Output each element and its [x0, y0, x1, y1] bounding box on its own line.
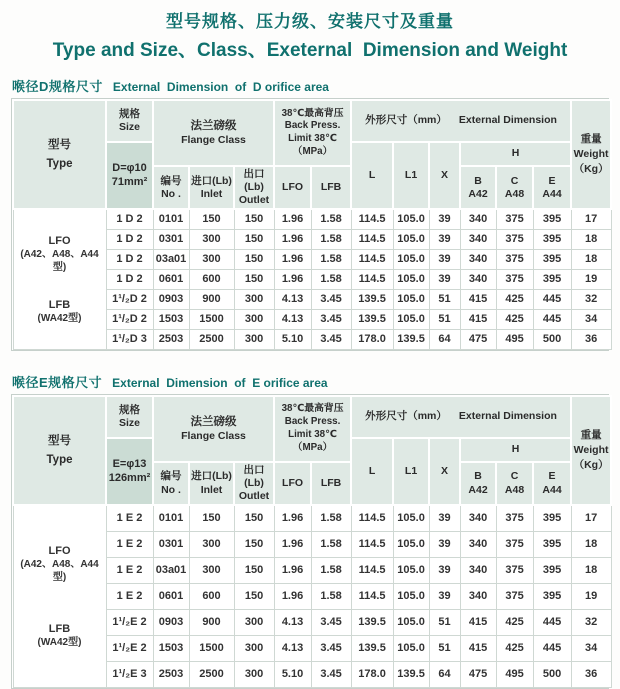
data-cell: 445 — [533, 609, 571, 635]
data-cell: 150 — [234, 269, 274, 289]
col-header-l1: L1 — [393, 438, 429, 505]
data-cell: 300 — [234, 289, 274, 309]
data-cell: 64 — [429, 329, 460, 349]
data-cell: 17 — [571, 505, 611, 531]
data-cell: 1 D 2 — [106, 209, 153, 229]
data-cell: 340 — [460, 531, 496, 557]
data-cell: 500 — [533, 661, 571, 687]
data-cell: 1.96 — [274, 531, 311, 557]
data-cell: 375 — [496, 249, 533, 269]
col-header-weight: 重量 Weight （Kg） — [571, 100, 611, 209]
data-cell: 2500 — [189, 661, 234, 687]
data-cell: 1 D 2 — [106, 229, 153, 249]
data-cell: 1.58 — [311, 531, 351, 557]
col-header-external-dimension: 外形尺寸（mm） External Dimension — [351, 396, 571, 438]
data-cell: 445 — [533, 309, 571, 329]
data-cell: 3.45 — [311, 329, 351, 349]
data-cell: 340 — [460, 557, 496, 583]
data-cell: 105.0 — [393, 269, 429, 289]
data-cell: 18 — [571, 557, 611, 583]
section-e-title-zh: 喉径E规格尺寸 — [12, 374, 103, 390]
data-cell: 375 — [496, 209, 533, 229]
data-cell: 105.0 — [393, 229, 429, 249]
data-cell: 340 — [460, 505, 496, 531]
data-cell: 105.0 — [393, 531, 429, 557]
data-cell: 18 — [571, 249, 611, 269]
data-cell: 2503 — [153, 329, 189, 349]
data-cell: 150 — [234, 583, 274, 609]
data-cell: 3.45 — [311, 635, 351, 661]
data-cell: 139.5 — [393, 661, 429, 687]
data-cell: 19 — [571, 583, 611, 609]
data-cell: 1 E 2 — [106, 583, 153, 609]
data-cell: 18 — [571, 229, 611, 249]
data-cell: 34 — [571, 635, 611, 661]
data-cell: 1.58 — [311, 557, 351, 583]
data-cell: 2503 — [153, 661, 189, 687]
data-cell: 39 — [429, 229, 460, 249]
col-header-b-a42: B A42 — [460, 462, 496, 505]
data-cell: 3.45 — [311, 661, 351, 687]
data-cell: 1.58 — [311, 505, 351, 531]
data-cell: 39 — [429, 557, 460, 583]
data-cell: 3.45 — [311, 309, 351, 329]
data-cell: 300 — [234, 329, 274, 349]
data-cell: 415 — [460, 289, 496, 309]
type-group: LFO (A42、A48、A44型) — [20, 544, 99, 584]
data-cell: 1.96 — [274, 269, 311, 289]
col-header-type: 型号 Type — [13, 100, 106, 209]
type-group: LFB (WA42型) — [37, 622, 82, 649]
col-header-back-press: 38℃最高背压 Back Press. Limit 38℃ （MPa） — [274, 396, 351, 462]
data-cell: 4.13 — [274, 309, 311, 329]
type-group: LFB (WA42型) — [37, 298, 82, 325]
col-header-h: H — [460, 438, 571, 462]
type-group-cell — [13, 505, 106, 687]
section-e-title-en: External Dimension of E orifice area — [112, 375, 328, 390]
data-cell: 375 — [496, 229, 533, 249]
data-cell: 139.5 — [351, 309, 393, 329]
col-header-back-press: 38℃最高背压 Back Press. Limit 38℃ （MPa） — [274, 100, 351, 166]
col-header-lfb: LFB — [311, 462, 351, 505]
data-cell: 150 — [189, 505, 234, 531]
data-cell: 1¹/₂E 3 — [106, 661, 153, 687]
type-group: LFO (A42、A48、A44型) — [20, 235, 99, 274]
data-cell: 178.0 — [351, 661, 393, 687]
col-header-size: 规格 Size — [106, 396, 153, 438]
data-cell: 39 — [429, 505, 460, 531]
data-cell: 4.13 — [274, 635, 311, 661]
data-cell: 114.5 — [351, 557, 393, 583]
data-cell: 1500 — [189, 635, 234, 661]
data-cell: 105.0 — [393, 557, 429, 583]
data-cell: 105.0 — [393, 209, 429, 229]
data-cell: 32 — [571, 289, 611, 309]
data-cell: 114.5 — [351, 249, 393, 269]
data-cell: 1 E 2 — [106, 531, 153, 557]
data-cell: 600 — [189, 583, 234, 609]
data-cell: 150 — [234, 531, 274, 557]
spec-table-e — [12, 395, 612, 688]
col-header-h: H — [460, 142, 571, 166]
data-cell: 475 — [460, 329, 496, 349]
data-cell: 150 — [234, 249, 274, 269]
col-header-l: L — [351, 142, 393, 209]
col-header-no: 编号 No . — [153, 166, 189, 209]
data-cell: 600 — [189, 269, 234, 289]
data-cell: 395 — [533, 229, 571, 249]
data-cell: 1.58 — [311, 229, 351, 249]
data-cell: 150 — [234, 209, 274, 229]
section-d-title — [12, 76, 609, 95]
data-cell: 17 — [571, 209, 611, 229]
col-header-x: X — [429, 142, 460, 209]
data-cell: 300 — [234, 309, 274, 329]
data-cell: 4.13 — [274, 609, 311, 635]
data-cell: 340 — [460, 269, 496, 289]
data-cell: 3.45 — [311, 289, 351, 309]
data-cell: 3.45 — [311, 609, 351, 635]
data-cell: 1 E 2 — [106, 505, 153, 531]
data-cell: 395 — [533, 209, 571, 229]
data-cell: 425 — [496, 289, 533, 309]
data-cell: 425 — [496, 609, 533, 635]
data-cell: 1.58 — [311, 209, 351, 229]
col-header-size: 规格 Size — [106, 100, 153, 142]
data-cell: 425 — [496, 309, 533, 329]
data-cell: 178.0 — [351, 329, 393, 349]
col-header-no: 编号 No . — [153, 462, 189, 505]
section-e-title — [12, 372, 609, 391]
col-header-l: L — [351, 438, 393, 505]
col-header-flange-class: 法兰磅级 Flange Class — [153, 396, 274, 462]
data-cell: 03a01 — [153, 557, 189, 583]
data-cell: 300 — [234, 609, 274, 635]
data-cell: 415 — [460, 609, 496, 635]
size-value-cell: E=φ13 126mm² — [106, 438, 153, 505]
data-cell: 1.96 — [274, 229, 311, 249]
data-cell: 1 D 2 — [106, 269, 153, 289]
data-cell: 150 — [234, 557, 274, 583]
col-header-outlet: 出口(Lb) Outlet — [234, 166, 274, 209]
spec-table-d — [12, 99, 612, 350]
data-cell: 51 — [429, 609, 460, 635]
data-cell: 0101 — [153, 505, 189, 531]
data-cell: 395 — [533, 583, 571, 609]
data-cell: 1.58 — [311, 583, 351, 609]
data-cell: 139.5 — [393, 329, 429, 349]
col-header-e-a44: E A44 — [533, 166, 571, 209]
data-cell: 32 — [571, 609, 611, 635]
data-cell: 1.58 — [311, 249, 351, 269]
data-cell: 1.96 — [274, 249, 311, 269]
data-cell: 475 — [460, 661, 496, 687]
data-cell: 1.58 — [311, 269, 351, 289]
data-cell: 0601 — [153, 583, 189, 609]
data-cell: 105.0 — [393, 635, 429, 661]
data-cell: 18 — [571, 531, 611, 557]
data-cell: 500 — [533, 329, 571, 349]
data-cell: 1 E 2 — [106, 557, 153, 583]
data-cell: 1.96 — [274, 557, 311, 583]
table-row — [13, 209, 611, 229]
data-cell: 139.5 — [351, 635, 393, 661]
col-header-inlet: 进口(Lb) Inlet — [189, 166, 234, 209]
data-cell: 0301 — [153, 531, 189, 557]
data-cell: 1¹/₂E 2 — [106, 635, 153, 661]
data-cell: 51 — [429, 635, 460, 661]
data-cell: 5.10 — [274, 329, 311, 349]
data-cell: 340 — [460, 583, 496, 609]
data-cell: 51 — [429, 309, 460, 329]
data-cell: 340 — [460, 249, 496, 269]
data-cell: 51 — [429, 289, 460, 309]
data-cell: 300 — [234, 635, 274, 661]
data-cell: 0903 — [153, 609, 189, 635]
section-d-title-en: External Dimension of D orifice area — [112, 80, 329, 94]
data-cell: 105.0 — [393, 249, 429, 269]
data-cell: 150 — [234, 229, 274, 249]
data-cell: 0601 — [153, 269, 189, 289]
data-cell: 1.96 — [274, 209, 311, 229]
data-cell: 340 — [460, 229, 496, 249]
data-cell: 0101 — [153, 209, 189, 229]
data-cell: 395 — [533, 249, 571, 269]
data-cell: 36 — [571, 661, 611, 687]
col-header-lfb: LFB — [311, 166, 351, 209]
data-cell: 300 — [189, 249, 234, 269]
col-header-external-dimension: 外形尺寸（mm） External Dimension — [351, 100, 571, 142]
data-cell: 1¹/₂E 2 — [106, 609, 153, 635]
section-e-orifice — [11, 372, 609, 689]
data-cell: 114.5 — [351, 505, 393, 531]
col-header-flange-class: 法兰磅级 Flange Class — [153, 100, 274, 166]
size-value-cell: D=φ10 71mm² — [106, 142, 153, 209]
data-cell: 114.5 — [351, 531, 393, 557]
page-title-en: Type and Size、Class、Exeternal Dimension and Weight — [52, 40, 568, 61]
data-cell: 139.5 — [351, 289, 393, 309]
data-cell: 900 — [189, 609, 234, 635]
data-cell: 03a01 — [153, 249, 189, 269]
col-header-b-a42: B A42 — [460, 166, 496, 209]
col-header-l1: L1 — [393, 142, 429, 209]
data-cell: 39 — [429, 583, 460, 609]
data-cell: 36 — [571, 329, 611, 349]
data-cell: 150 — [234, 505, 274, 531]
data-cell: 114.5 — [351, 269, 393, 289]
data-cell: 19 — [571, 269, 611, 289]
col-header-lfo: LFO — [274, 166, 311, 209]
data-cell: 1.96 — [274, 505, 311, 531]
data-cell: 395 — [533, 557, 571, 583]
data-cell: 105.0 — [393, 289, 429, 309]
data-cell: 39 — [429, 531, 460, 557]
data-cell: 4.13 — [274, 289, 311, 309]
data-cell: 300 — [189, 557, 234, 583]
data-cell: 1¹/₂D 2 — [106, 309, 153, 329]
col-header-outlet: 出口(Lb) Outlet — [234, 462, 274, 505]
data-cell: 105.0 — [393, 609, 429, 635]
col-header-type: 型号 Type — [13, 396, 106, 505]
data-cell: 2500 — [189, 329, 234, 349]
data-cell: 395 — [533, 505, 571, 531]
data-cell: 1500 — [189, 309, 234, 329]
data-cell: 105.0 — [393, 309, 429, 329]
page-title-zh: 型号规格、压力级、安装尺寸及重量 — [166, 12, 454, 31]
data-cell: 39 — [429, 249, 460, 269]
data-cell: 375 — [496, 557, 533, 583]
data-cell: 1 D 2 — [106, 249, 153, 269]
data-cell: 150 — [189, 209, 234, 229]
col-header-e-a44: E A44 — [533, 462, 571, 505]
col-header-weight: 重量 Weight （Kg） — [571, 396, 611, 505]
data-cell: 105.0 — [393, 583, 429, 609]
data-cell: 445 — [533, 635, 571, 661]
data-cell: 0301 — [153, 229, 189, 249]
data-cell: 1.96 — [274, 583, 311, 609]
section-d-orifice — [11, 76, 609, 351]
data-cell: 445 — [533, 289, 571, 309]
col-header-c-a48: C A48 — [496, 462, 533, 505]
data-cell: 375 — [496, 505, 533, 531]
data-cell: 375 — [496, 269, 533, 289]
data-cell: 0903 — [153, 289, 189, 309]
data-cell: 300 — [189, 229, 234, 249]
data-cell: 300 — [189, 531, 234, 557]
data-cell: 39 — [429, 269, 460, 289]
table-frame-e — [11, 394, 609, 689]
data-cell: 375 — [496, 531, 533, 557]
data-cell: 5.10 — [274, 661, 311, 687]
data-cell: 415 — [460, 635, 496, 661]
data-cell: 300 — [234, 661, 274, 687]
data-cell: 1503 — [153, 309, 189, 329]
data-cell: 415 — [460, 309, 496, 329]
table-row — [13, 505, 611, 531]
data-cell: 1503 — [153, 635, 189, 661]
data-cell: 64 — [429, 661, 460, 687]
data-cell: 395 — [533, 531, 571, 557]
data-cell: 114.5 — [351, 229, 393, 249]
data-cell: 1¹/₂D 3 — [106, 329, 153, 349]
data-cell: 139.5 — [351, 609, 393, 635]
data-cell: 375 — [496, 583, 533, 609]
col-header-inlet: 进口(Lb) Inlet — [189, 462, 234, 505]
data-cell: 34 — [571, 309, 611, 329]
data-cell: 114.5 — [351, 209, 393, 229]
data-cell: 340 — [460, 209, 496, 229]
data-cell: 39 — [429, 209, 460, 229]
data-cell: 900 — [189, 289, 234, 309]
data-cell: 395 — [533, 269, 571, 289]
col-header-x: X — [429, 438, 460, 505]
data-cell: 105.0 — [393, 505, 429, 531]
data-cell: 1¹/₂D 2 — [106, 289, 153, 309]
data-cell: 425 — [496, 635, 533, 661]
col-header-c-a48: C A48 — [496, 166, 533, 209]
data-cell: 114.5 — [351, 583, 393, 609]
data-cell: 495 — [496, 661, 533, 687]
type-group-cell — [13, 209, 106, 349]
col-header-lfo: LFO — [274, 462, 311, 505]
table-frame-d — [11, 98, 609, 351]
data-cell: 495 — [496, 329, 533, 349]
section-d-title-zh: 喉径D规格尺寸 — [12, 79, 103, 94]
